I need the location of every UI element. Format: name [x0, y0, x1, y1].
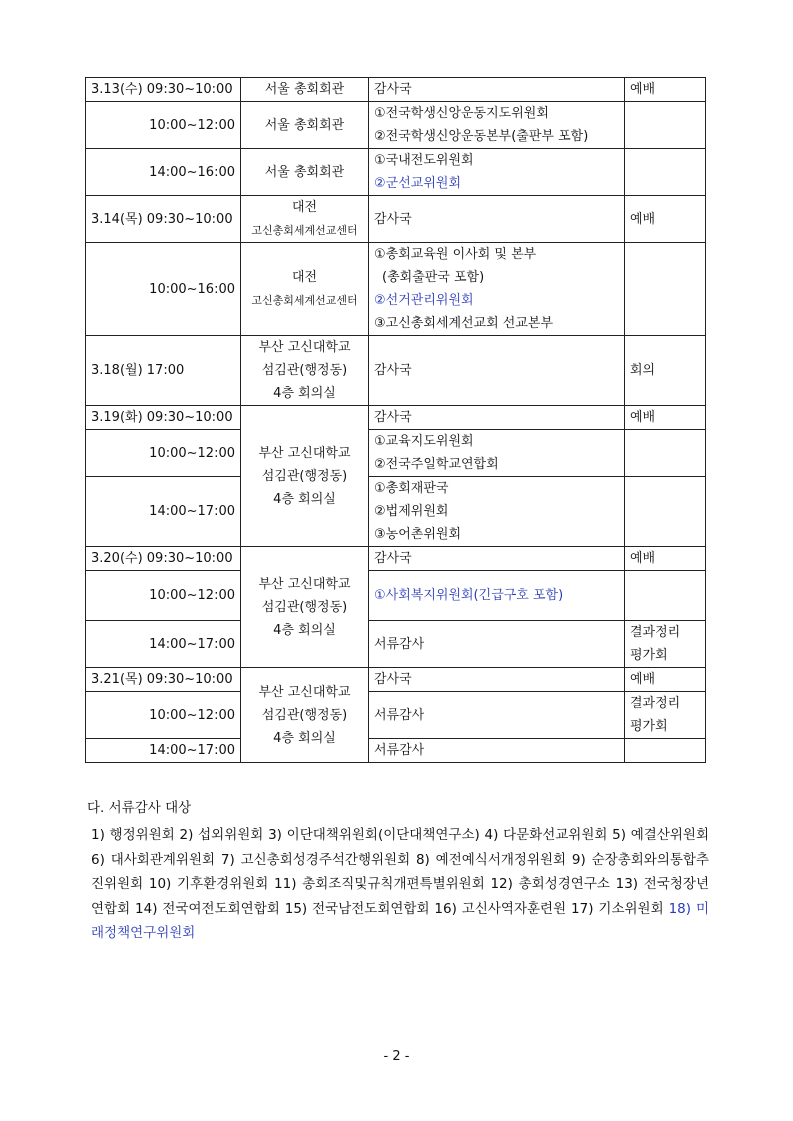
- location-cell: 서울 총회회관: [241, 149, 369, 196]
- note-cell: 예배: [625, 78, 706, 102]
- location-cell: 서울 총회회관: [241, 78, 369, 102]
- note-cell: [625, 477, 706, 547]
- note-cell: 예배: [625, 196, 706, 243]
- note-cell: [625, 430, 706, 477]
- note-cell: 예배: [625, 668, 706, 692]
- note-cell: 예배: [625, 406, 706, 430]
- review-target-list: 1) 행정위원회 2) 섭외위원회 3) 이단대책위원회(이단대책연구소) 4) 다문화선교위원회 5) 예결산위원회 6) 대사회관계위원회 7) 고신총회성경주석간행위원회 8) 예전예식서개정위원회 9) 순장총회와의통합추진위원회 10) 기후환경위원회 11) 총회조직및규칙개편특별위원회 12) 총회성경연구소 13) 전국청장년연합회 14) 전국여전도회연합회 15) 전국남전도회연합회 16) 고신사역자훈련원 17) 기소위원회: [91, 827, 709, 917]
- note-cell: [625, 102, 706, 149]
- note-cell: 예배: [625, 547, 706, 571]
- table-row: [86, 547, 706, 571]
- time-cell: 3.14(목) 09:30~10:00: [86, 196, 241, 243]
- target-cell: 서류감사: [369, 739, 625, 763]
- note-cell: 결과정리 평가회: [625, 692, 706, 739]
- time-cell: 3.20(수) 09:30~10:00: [86, 547, 241, 571]
- target-cell: 감사국: [369, 406, 625, 430]
- section-title: 다. 서류감사 대상: [87, 800, 192, 816]
- location-cell: 부산 고신대학교 섬김관(행정동) 4층 회의실: [241, 406, 369, 547]
- document-review-section: [87, 797, 709, 946]
- highlighted-item: 18) 미래정책연구위원회: [91, 900, 709, 941]
- section-body: [87, 823, 709, 946]
- location-cell: 서울 총회회관: [241, 102, 369, 149]
- location-cell: 대전 고신총회세계선교센터: [241, 196, 369, 243]
- note-cell: 결과정리 평가회: [625, 621, 706, 668]
- time-cell: 3.13(수) 09:30~10:00: [86, 78, 241, 102]
- time-cell: 10:00~12:00: [86, 571, 241, 621]
- location-cell: 부산 고신대학교 섬김관(행정동) 4층 회의실: [241, 547, 369, 668]
- note-cell: 회의: [625, 336, 706, 406]
- target-cell: ①교육지도위원회 ②전국주일학교연합회: [369, 430, 625, 477]
- target-cell: ①전국학생신앙운동지도위원회 ②전국학생신앙운동본부(출판부 포함): [369, 102, 625, 149]
- location-cell: 대전 고신총회세계선교센터: [241, 243, 369, 336]
- table-row: [86, 336, 706, 406]
- time-cell: 3.19(화) 09:30~10:00: [86, 406, 241, 430]
- time-cell: 3.21(목) 09:30~10:00: [86, 668, 241, 692]
- location-cell: 부산 고신대학교 섬김관(행정동) 4층 회의실: [241, 668, 369, 763]
- time-cell: 10:00~16:00: [86, 243, 241, 336]
- target-cell: ①총회재판국 ②법제위원회 ③농어촌위원회: [369, 477, 625, 547]
- location-cell: 부산 고신대학교 섬김관(행정동) 4층 회의실: [241, 336, 369, 406]
- time-cell: 14:00~17:00: [86, 621, 241, 668]
- table-row: [86, 477, 706, 547]
- target-cell: ①총회교육원 이사회 및 본부 (총회출판국 포함) ②선거관리위원회 ③고신총회세계선교회 선교본부: [369, 243, 625, 336]
- table-row: [86, 739, 706, 763]
- table-row: [86, 621, 706, 668]
- page-number: - 2 -: [383, 1049, 410, 1064]
- target-cell: ①국내전도위원회 ②군선교위원회: [369, 149, 625, 196]
- note-cell: [625, 243, 706, 336]
- table-row: [86, 149, 706, 196]
- time-cell: 14:00~17:00: [86, 739, 241, 763]
- table-row: [86, 571, 706, 621]
- target-cell: ①사회복지위원회(긴급구호 포함): [369, 571, 625, 621]
- table-row: [86, 692, 706, 739]
- table-row: [86, 406, 706, 430]
- time-cell: 14:00~17:00: [86, 477, 241, 547]
- target-cell: 감사국: [369, 196, 625, 243]
- target-cell: 서류감사: [369, 621, 625, 668]
- time-cell: 10:00~12:00: [86, 430, 241, 477]
- table-row: [86, 430, 706, 477]
- time-cell: 10:00~12:00: [86, 102, 241, 149]
- schedule-table: [85, 77, 706, 763]
- target-cell: 감사국: [369, 336, 625, 406]
- table-row: [86, 668, 706, 692]
- table-row: [86, 102, 706, 149]
- target-cell: 감사국: [369, 78, 625, 102]
- table-row: [86, 196, 706, 243]
- table-row: [86, 243, 706, 336]
- note-cell: [625, 571, 706, 621]
- time-cell: 10:00~12:00: [86, 692, 241, 739]
- target-cell: 감사국: [369, 668, 625, 692]
- target-cell: 서류감사: [369, 692, 625, 739]
- time-cell: 3.18(월) 17:00: [86, 336, 241, 406]
- table-row: [86, 78, 706, 102]
- note-cell: [625, 739, 706, 763]
- note-cell: [625, 149, 706, 196]
- target-cell: 감사국: [369, 547, 625, 571]
- time-cell: 14:00~16:00: [86, 149, 241, 196]
